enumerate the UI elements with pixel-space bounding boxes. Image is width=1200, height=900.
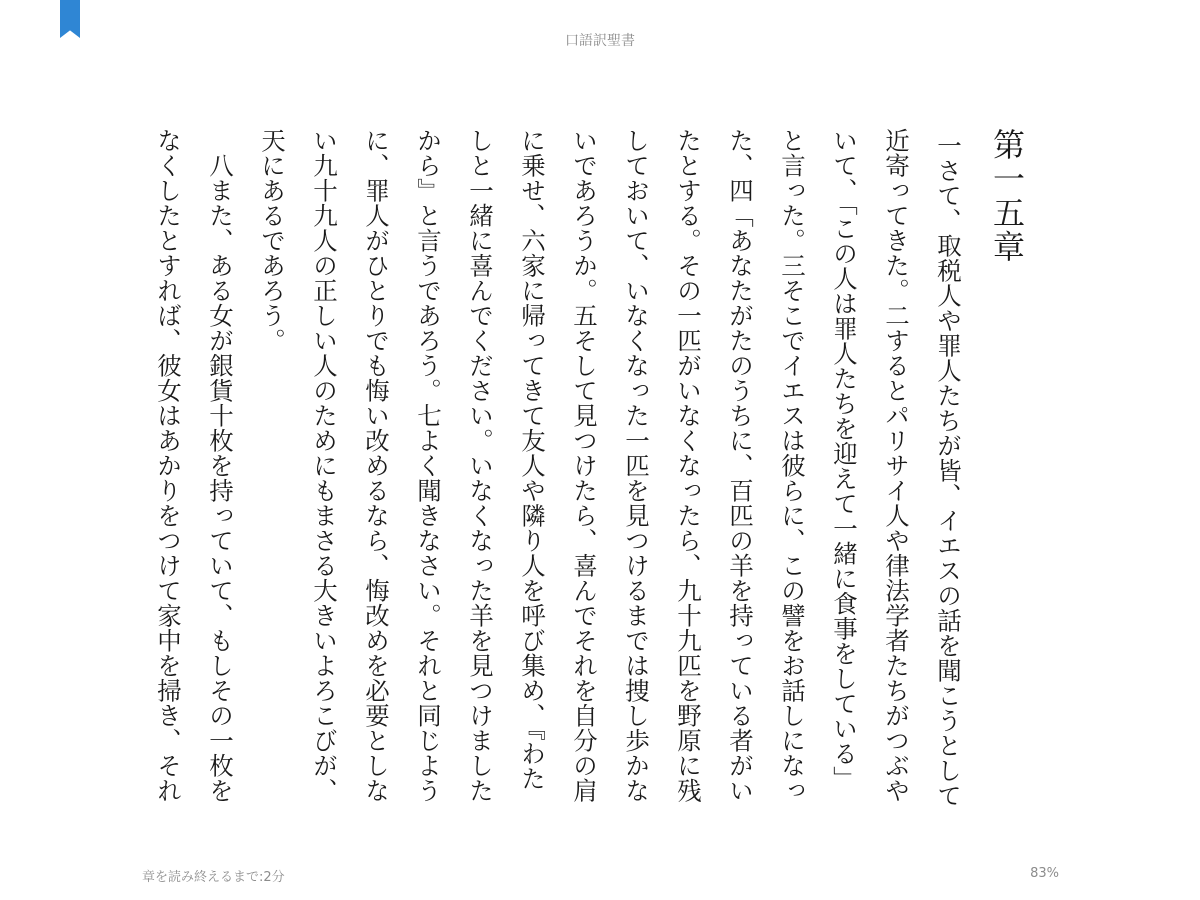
paragraph: 八また、ある女が銀貨十枚を持っていて、もしその一枚をなくしたとすれば、彼女はあかりをつけて家中を掃き、それ xyxy=(154,128,235,803)
paragraph: 一さて、取税人や罪人たちが皆、イエスの話を聞こうとして近寄ってきた。二するとパリサイ人や律法学者たちがつぶやいて、「この人は罪人たちを迎えて一緒に食事をしている」と言った。三そこでイエスは彼らに、この譬をお話しになった、四「あなたがたのうちに、百匹の羊を持っている者がいたとする。その一匹がいなくなったら、九十九匹を野原に残しておいて、いなくなった一匹を見つけるまでは捜し歩かないであろうか。五そして見つけたら、喜んでそれを自分の肩に乗せ、六家に帰ってきて友人や隣り人を呼び集め、『わたしと一緒に喜んでください。いなくなった羊を見つけましたから』と言うであろう。七よく聞きなさい。それと同じように、罪人がひとりでも悔い改めるなら、悔改めを必要としない九十九人の正しい人のためにもまさる大きいよろこびが、天にあるであろう。 xyxy=(258,128,963,808)
time-remaining: 章を読み終えるまで:2分 xyxy=(142,870,285,885)
chapter-text xyxy=(142,128,1040,808)
reading-area[interactable] xyxy=(154,128,1040,808)
reading-progress: 83% xyxy=(1030,866,1059,881)
chapter-title: 第一五章 xyxy=(988,128,1026,264)
book-title: 口語訳聖書 xyxy=(565,33,635,49)
